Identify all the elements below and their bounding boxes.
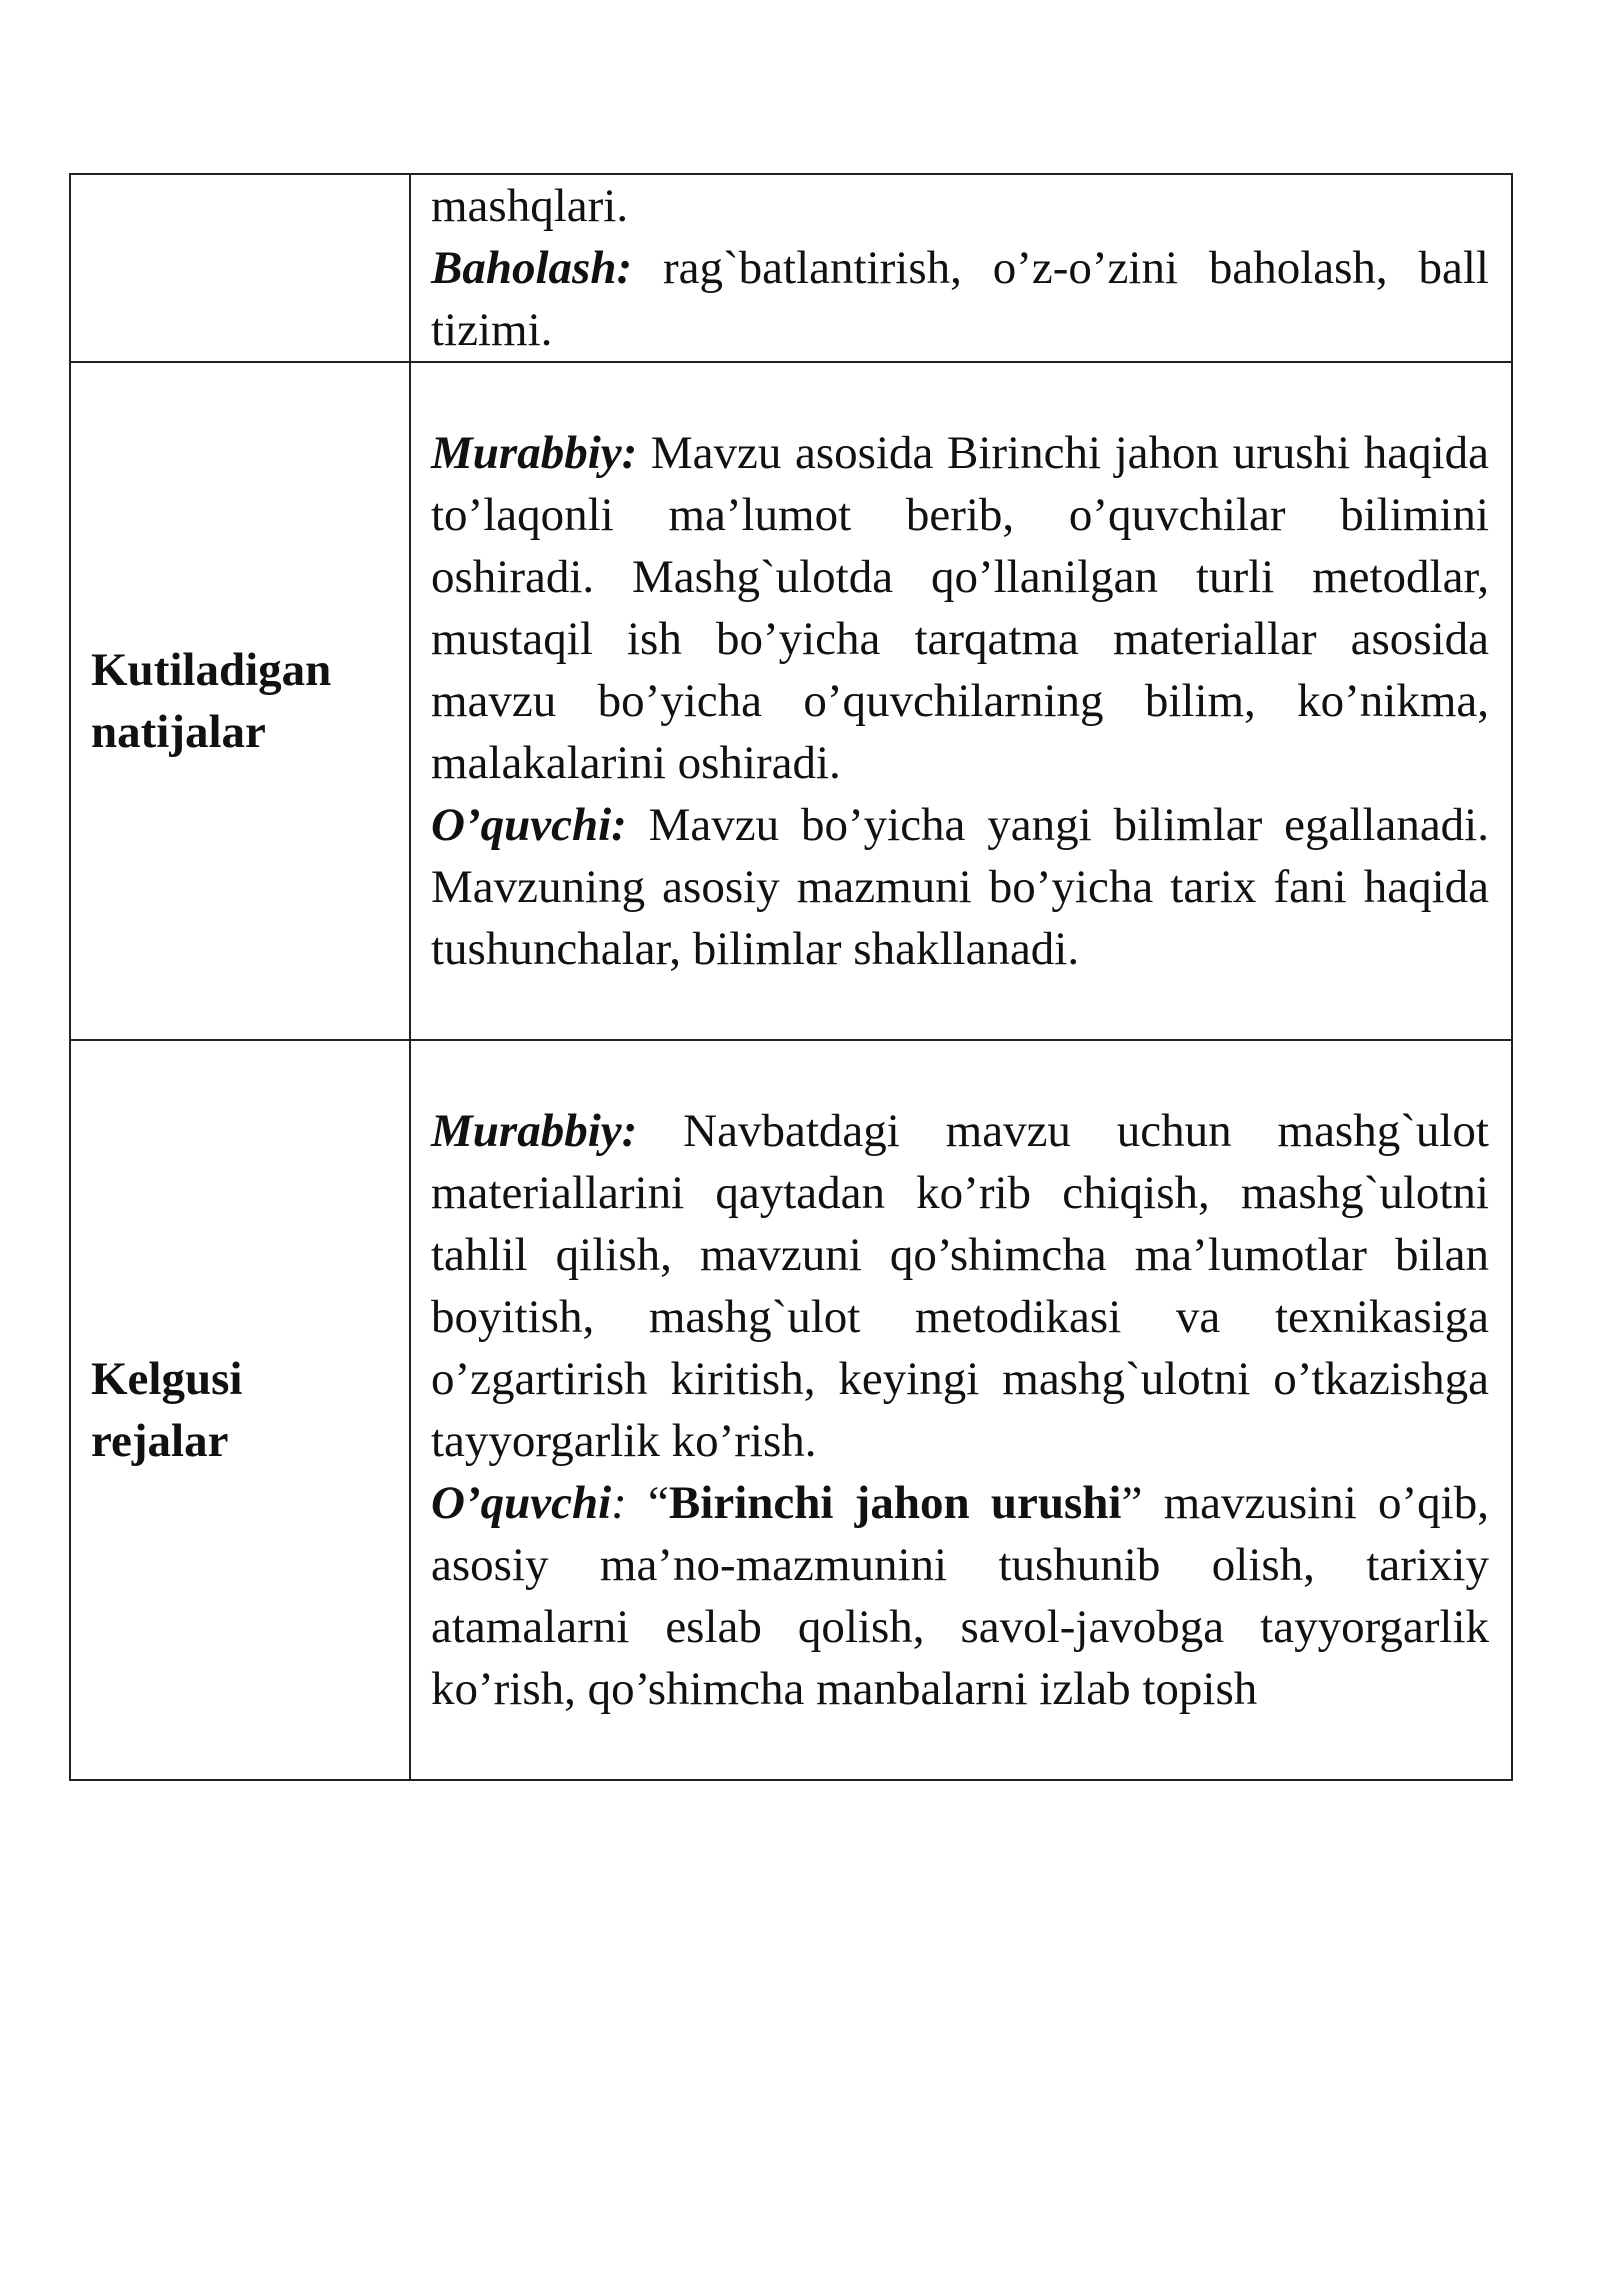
paragraph <box>431 1100 1489 1472</box>
paragraph-lead: Murabbiy: <box>431 1105 638 1157</box>
paragraph <box>431 422 1489 794</box>
paragraph-lead: Murabbiy: <box>431 427 638 479</box>
row-content <box>410 174 1512 362</box>
paragraph <box>431 1472 1489 1720</box>
paragraph-text: rag`batlantirish, o’z-o’zini baholash, ball tizimi. <box>431 242 1489 356</box>
paragraph-text: ” mavzusini o’qib, asosiy ma’no-mazmunini tushunib olish, tarixiy atamalarni eslab qolish, savol-javobga tayyorgarlik ko’rish, qo’shimcha manbalarni izlab topish <box>431 1477 1489 1715</box>
paragraph <box>431 237 1489 361</box>
paragraph-text: Mavzu asosida Birinchi jahon urushi haqida to’laqonli ma’lumot berib, o’quvchilar bilimini oshiradi. Mashg`ulotda qo’llanilgan turli metodlar, mustaqil ish bo’yicha tarqatma materiallar asosida mavzu bo’yicha o’quvchilarning bilim, ko’nikma, malakalarini oshiradi. <box>431 427 1489 789</box>
table-row-future-plans <box>70 1040 1512 1780</box>
table-row-expected-results <box>70 362 1512 1040</box>
row-label <box>70 362 410 1040</box>
row-label-line: natijalar <box>91 706 266 758</box>
paragraph-lead: O’quvchi: <box>431 799 627 851</box>
topic-title: Birinchi jahon urushi <box>668 1477 1122 1529</box>
row-label <box>70 1040 410 1780</box>
lesson-plan-table <box>69 173 1513 1781</box>
paragraph-text: mashqlari. <box>431 180 629 232</box>
row-label-line: Kutiladigan <box>91 644 332 696</box>
paragraph-text: Mavzu bo’yicha yangi bilimlar egallanadi. Mavzuning asosiy mazmuni bo’yicha tarix fani haqida tushunchalar, bilimlar shakllanadi. <box>431 799 1489 975</box>
paragraph <box>431 175 1489 237</box>
row-label-line: rejalar <box>91 1415 229 1467</box>
paragraph <box>431 794 1489 980</box>
row-label-empty <box>70 174 410 362</box>
row-content <box>410 362 1512 1040</box>
paragraph-lead: O’quvchi <box>431 1477 612 1529</box>
table-row-assessment <box>70 174 1512 362</box>
row-label-line: Kelgusi <box>91 1353 243 1405</box>
paragraph-text: Navbatdagi mavzu uchun mashg`ulot materiallarini qaytadan ko’rib chiqish, mashg`ulotni tahlil qilish, mavzuni qo’shimcha ma’lumotlar bilan boyitish, mashg`ulot metodikasi va texnikasiga o’zgartirish kiritish, keyingi mashg`ulotni o’tkazishga tayyorgarlik ko’rish. <box>431 1105 1489 1467</box>
paragraph-lead: Baholash: <box>431 242 633 294</box>
paragraph-colon: : <box>611 1477 627 1529</box>
open-quote: “ <box>626 1477 669 1529</box>
row-content <box>410 1040 1512 1780</box>
